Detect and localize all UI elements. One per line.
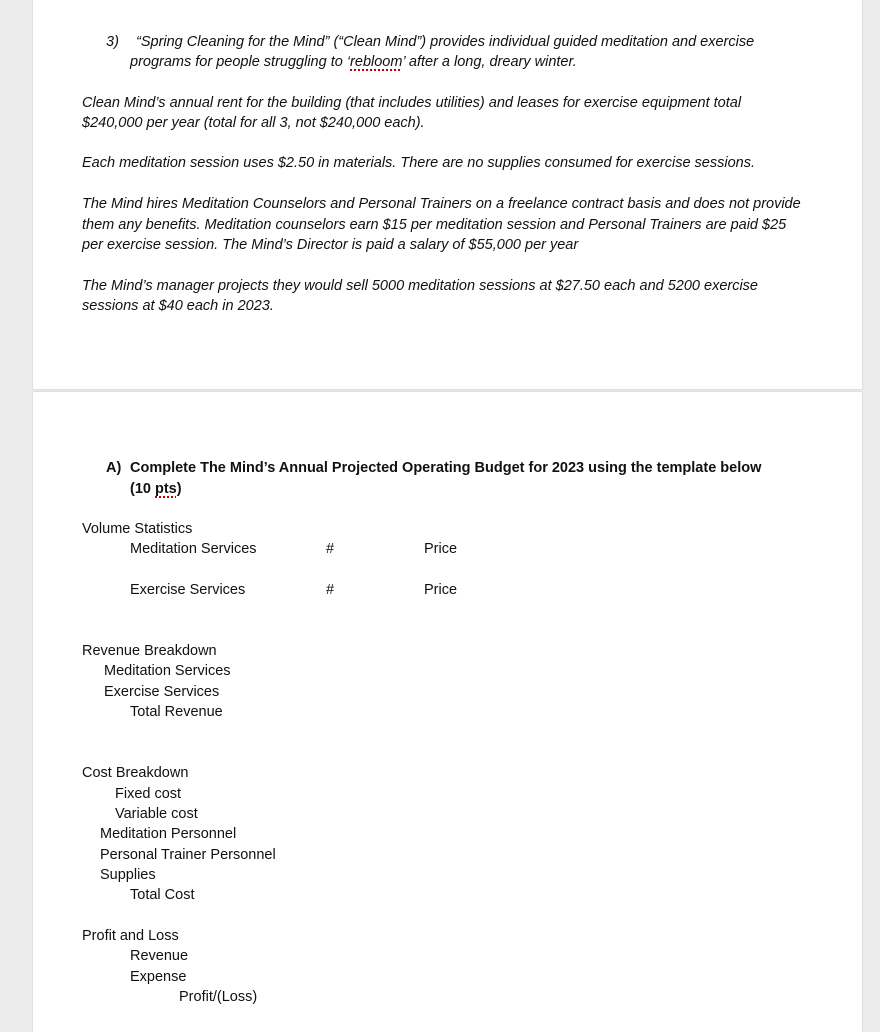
volume-exercise-price: Price bbox=[424, 582, 458, 598]
spellcheck-word: rebloom bbox=[350, 54, 403, 70]
question-line-1: Complete The Mind’s Annual Projected Operating Budget for 2023 using the template below bbox=[130, 460, 762, 476]
total-revenue-label: Total Revenue bbox=[130, 704, 223, 720]
volume-statistics-heading: Volume Statistics bbox=[82, 521, 193, 537]
trainer-personnel-label: Personal Trainer Personnel bbox=[100, 847, 276, 863]
variable-cost-label: Variable cost bbox=[115, 806, 198, 822]
volume-meditation-label: Meditation Services bbox=[130, 541, 257, 557]
document-page-1 bbox=[33, 0, 862, 389]
problem-intro-line-1: “Spring Cleaning for the Mind” (“Clean Mind”) provides individual guided meditation and exercise bbox=[136, 34, 755, 50]
profit-loss-heading: Profit and Loss bbox=[82, 928, 179, 944]
revenue-exercise-label: Exercise Services bbox=[104, 684, 220, 700]
pnl-expense-label: Expense bbox=[130, 969, 187, 985]
volume-meditation-price: Price bbox=[424, 541, 458, 557]
staff-paragraph-line-2: them any benefits. Meditation counselors earn $15 per meditation session and Personal Trainers are paid $25 bbox=[82, 217, 787, 233]
profit-loss-label: Profit/(Loss) bbox=[179, 989, 258, 1005]
staff-paragraph-line-1: The Mind hires Meditation Counselors and Personal Trainers on a freelance contract basis and does not provide bbox=[82, 196, 801, 212]
volume-exercise-count: # bbox=[326, 582, 335, 598]
revenue-breakdown-heading: Revenue Breakdown bbox=[82, 643, 217, 659]
question-line-2: (10 pts) bbox=[130, 481, 182, 497]
fixed-cost-label: Fixed cost bbox=[115, 786, 182, 802]
cost-breakdown-heading: Cost Breakdown bbox=[82, 765, 189, 781]
revenue-meditation-label: Meditation Services bbox=[104, 663, 231, 679]
meditation-personnel-label: Meditation Personnel bbox=[100, 826, 237, 842]
supplies-label: Supplies bbox=[100, 867, 156, 883]
rent-paragraph-line-1: Clean Mind’s annual rent for the building (that includes utilities) and leases for exercise equipment total bbox=[82, 95, 742, 111]
question-label: A) bbox=[106, 460, 122, 476]
projection-paragraph-line-1: The Mind’s manager projects they would sell 5000 meditation sessions at $27.50 each and 5200 exercise bbox=[82, 278, 758, 294]
spellcheck-word: pts bbox=[155, 481, 177, 497]
volume-meditation-count: # bbox=[326, 541, 335, 557]
staff-paragraph-line-3: per exercise session. The Mind’s Director is paid a salary of $55,000 per year bbox=[82, 237, 579, 253]
problem-intro-line-2: programs for people struggling to ‘rebloom’ after a long, dreary winter. bbox=[130, 54, 577, 70]
total-cost-label: Total Cost bbox=[130, 887, 195, 903]
document-page-2 bbox=[33, 392, 862, 1032]
materials-paragraph: Each meditation session uses $2.50 in materials. There are no supplies consumed for exercise sessions. bbox=[82, 155, 755, 171]
projection-paragraph-line-2: sessions at $40 each in 2023. bbox=[82, 298, 274, 314]
problem-number: 3) bbox=[106, 34, 119, 50]
volume-exercise-label: Exercise Services bbox=[130, 582, 246, 598]
pnl-revenue-label: Revenue bbox=[130, 948, 189, 964]
rent-paragraph-line-2: $240,000 per year (total for all 3, not $240,000 each). bbox=[82, 115, 425, 131]
